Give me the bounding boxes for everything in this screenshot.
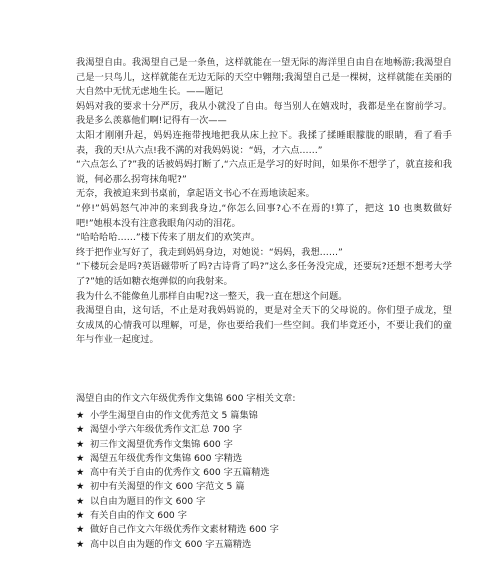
related-article-link[interactable] [76, 466, 452, 480]
related-article-link[interactable] [76, 409, 452, 423]
related-article-title: 有关自由的作文 600 字 [90, 510, 187, 522]
related-article-link[interactable] [76, 423, 452, 437]
related-article-link[interactable] [76, 480, 452, 494]
star-bullet-icon: ★ [76, 424, 85, 436]
related-article-title: 做好自己作文六年级优秀作文素材精选 600 字 [90, 524, 279, 536]
related-article-title: 初三作文渴望优秀作文集锦 600 字 [90, 438, 233, 450]
star-bullet-icon: ★ [76, 410, 85, 421]
related-article-link[interactable] [76, 452, 452, 466]
star-bullet-icon: ★ [76, 524, 85, 536]
article-paragraph: 妈妈对我的要求十分严厉，我从小就没了自由。每当别人在嬉戏时，我都是坐在窗前学习。我是多么羡慕他们啊!记得有一次—— [76, 100, 452, 127]
related-article-title: 以自由为题目的作文 600 字 [90, 495, 206, 507]
star-bullet-icon: ★ [76, 510, 85, 522]
related-articles [76, 392, 452, 552]
star-bullet-icon: ★ [76, 481, 85, 493]
related-articles-title: 渴望自由的作文六年级优秀作文集锦 600 字相关文章: [76, 393, 296, 404]
article-paragraph: 无奈，我被迫来到书桌前，拿起语文书心不在焉地读起来。 [76, 188, 315, 200]
related-article-title: 初中有关渴望的作文 600 字范文 5 篇 [90, 481, 245, 493]
related-article-title: 渴望五年级优秀作文集锦 600 字精选 [90, 452, 243, 464]
article-paragraph: 我渴望自由，这句话，不止是对我妈妈说的，更是对全天下的父母说的。你们望子成龙，望女成凤的心情我可以理解，可是，你也要给我们一些空间。我们毕竟还小，不要让我们的童年与作业一起度过。 [76, 305, 452, 346]
related-article-title: 高中有关于自由的优秀作文 600 字五篇精选 [90, 467, 270, 479]
related-articles-list [76, 409, 452, 552]
related-article-title: 渴望小学六年级优秀作文汇总 700 字 [90, 424, 243, 436]
article-paragraph: 我为什么不能像鱼儿那样自由呢?这一整天，我一直在想这个问题。 [76, 290, 348, 302]
related-article-link[interactable] [76, 495, 452, 509]
related-article-link[interactable] [76, 523, 452, 537]
article-paragraph: “下楼玩会是吗?英语磁带听了吗?古诗背了吗?”这么多任务没完成，还要玩?还想不想考大学了?”她的话如糖衣炮弹似的向我射来。 [76, 261, 452, 287]
star-bullet-icon: ★ [76, 538, 85, 550]
related-article-title: 高中以自由为题的作文 600 字五篇精选 [90, 538, 252, 550]
article-paragraph: 终于把作业写好了，我走到妈妈身边，对她说：“妈妈，我想……” [76, 246, 343, 258]
article-paragraph: 太阳才刚刚升起，妈妈连拖带拽地把我从床上拉下。我揉了揉睡眼朦胧的眼睛，看了看手表，我的天!从六点!我不满的对我妈妈说：“妈，才六点……” [76, 129, 452, 156]
related-article-link[interactable] [76, 538, 452, 552]
star-bullet-icon: ★ [76, 438, 85, 450]
related-article-title: 小学生渴望自由的作文优秀范文 5 篇集锦 [90, 410, 258, 421]
star-bullet-icon: ★ [76, 495, 85, 507]
article-paragraph: “六点怎么了?”我的话被妈妈打断了,“六点正是学习的好时间，如果你不想学了，就直接和我说，何必那么拐弯抹角呢?” [76, 159, 452, 185]
article-paragraph: “哈哈哈哈……”楼下传来了朋友们的欢笑声。 [76, 232, 261, 244]
related-article-link[interactable] [76, 509, 452, 523]
article-paragraph: “停!”妈妈怒气冲冲的来到我身边,“你怎么回事?心不在焉的!算了，把这 10 也奥数做好吧!”她根本没有注意我眼角闪动的泪花。 [76, 202, 452, 229]
star-bullet-icon: ★ [76, 452, 85, 464]
star-bullet-icon: ★ [76, 467, 85, 479]
related-article-link[interactable] [76, 438, 452, 452]
article-paragraph: 我渴望自由。我渴望自己是一条鱼，这样就能在一望无际的海洋里自由自在地畅游;我渴望自己是一只鸟儿，这样就能在无边无际的天空中翱翔;我渴望自己是一棵树，这样就能在美丽的大自然中无忧无虑地生长。——题记 [76, 57, 452, 98]
article-body [76, 56, 452, 348]
